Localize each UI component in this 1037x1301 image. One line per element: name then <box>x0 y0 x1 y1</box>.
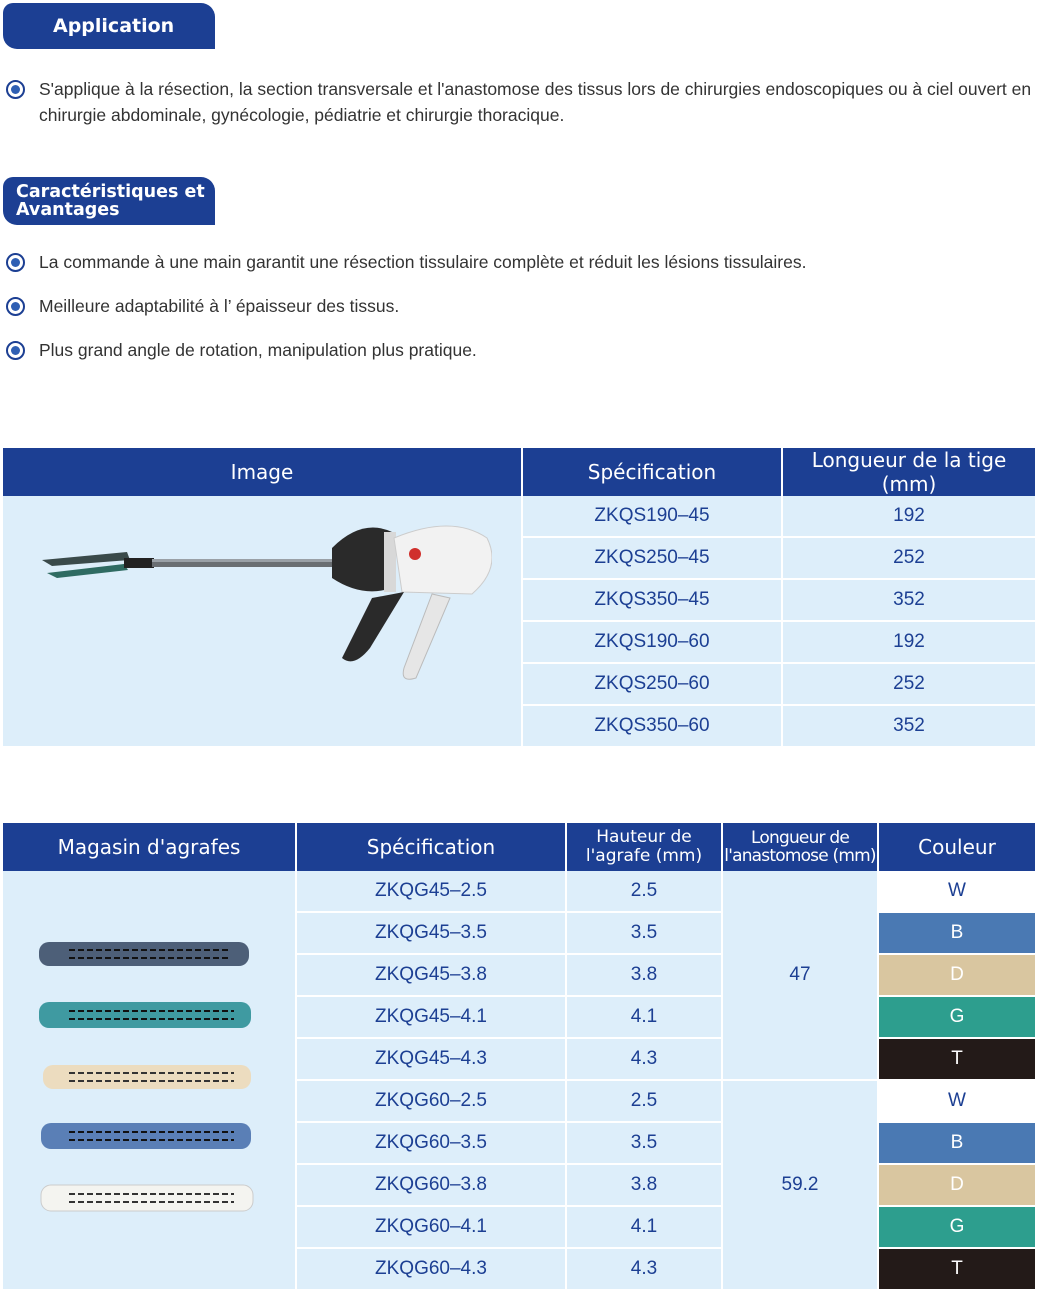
application-bullet <box>6 76 1033 128</box>
color-cell: D <box>879 1165 1035 1207</box>
height-cell: 3.8 <box>567 1165 723 1207</box>
color-cell: T <box>879 1249 1035 1291</box>
feature-text: Meilleure adaptabilité à l’ épaisseur des tissus. <box>39 296 400 316</box>
height-cell: 3.8 <box>567 955 723 997</box>
feature-text: Plus grand angle de rotation, manipulation plus pratique. <box>39 340 477 360</box>
spec-cell: ZKQS250–45 <box>523 538 783 580</box>
feature-bullet <box>6 337 1033 363</box>
height-cell: 4.3 <box>567 1249 723 1291</box>
header-height-line2: l'agrafe (mm) <box>585 846 703 866</box>
application-text: S'applique à la résection, la section transversale et l'anastomose des tissus lors de chirurgies endoscopiques ou à ciel ouvert en chirurgie abdominale, gynécologie, pédiatrie et chirurgie thoracique. <box>39 79 1032 125</box>
spec-cell: ZKQS350–60 <box>523 706 783 748</box>
header-length: Longueur de la tige (mm) <box>783 448 1035 496</box>
bullet-icon <box>6 253 25 272</box>
cartridge-blue <box>41 1123 251 1149</box>
header-height <box>567 823 723 871</box>
length-cell: 192 <box>783 622 1035 664</box>
spec-cell: ZKQG45–4.3 <box>297 1039 567 1081</box>
cartridges-illustration <box>29 927 269 1227</box>
height-cell: 4.1 <box>567 1207 723 1249</box>
header-image: Image <box>3 448 523 496</box>
application-heading: Application <box>3 3 215 49</box>
spec-cell: ZKQS190–45 <box>523 496 783 538</box>
length-cell: 192 <box>783 496 1035 538</box>
table-row <box>3 496 1035 538</box>
cartridge-beige <box>43 1065 251 1089</box>
height-cell: 2.5 <box>567 871 723 913</box>
spec-cell: ZKQG60–4.3 <box>297 1249 567 1291</box>
length-cell: 252 <box>783 664 1035 706</box>
anastomose-cell: 59.2 <box>723 1081 879 1291</box>
feature-text: La commande à une main garantit une résection tissulaire complète et réduit les lésions tissulaires. <box>39 252 807 272</box>
bullet-icon <box>6 341 25 360</box>
height-cell: 3.5 <box>567 913 723 955</box>
spec-cell: ZKQS350–45 <box>523 580 783 622</box>
color-cell: D <box>879 955 1035 997</box>
header-anast-line1: Longueur de <box>751 828 849 848</box>
header-color: Couleur <box>879 823 1035 871</box>
spec-cell: ZKQG60–2.5 <box>297 1081 567 1123</box>
spec-cell: ZKQG45–3.5 <box>297 913 567 955</box>
cartridge-green <box>39 1002 251 1028</box>
spec-cell: ZKQG60–3.5 <box>297 1123 567 1165</box>
bullet-icon <box>6 297 25 316</box>
color-cell: W <box>879 871 1035 913</box>
stapler-image <box>3 496 523 748</box>
length-cell: 352 <box>783 706 1035 748</box>
cartridge-blue-dark <box>39 942 249 966</box>
height-cell: 3.5 <box>567 1123 723 1165</box>
spec-cell: ZKQS250–60 <box>523 664 783 706</box>
length-cell: 352 <box>783 580 1035 622</box>
table-row <box>3 871 1035 913</box>
color-cell: G <box>879 1207 1035 1249</box>
header-height-line1: Hauteur de <box>596 827 692 847</box>
color-cell: B <box>879 1123 1035 1165</box>
header-spec: Spécification <box>297 823 567 871</box>
spec-cell: ZKQG45–4.1 <box>297 997 567 1039</box>
anastomose-cell: 47 <box>723 871 879 1081</box>
color-cell: T <box>879 1039 1035 1081</box>
spec-cell: ZKQG45–2.5 <box>297 871 567 913</box>
spec-cell: ZKQG60–4.1 <box>297 1207 567 1249</box>
color-cell: G <box>879 997 1035 1039</box>
color-cell: B <box>879 913 1035 955</box>
header-magasin: Magasin d'agrafes <box>3 823 297 871</box>
color-cell: W <box>879 1081 1035 1123</box>
feature-bullet <box>6 293 1033 319</box>
header-anast-line2: l'anastomose (mm) <box>724 846 876 866</box>
length-cell: 252 <box>783 538 1035 580</box>
features-heading-line1: Caractéristiques et <box>16 182 205 202</box>
feature-bullet <box>6 249 1033 275</box>
spec-cell: ZKQG45–3.8 <box>297 955 567 997</box>
height-cell: 4.1 <box>567 997 723 1039</box>
spec-cell: ZKQG60–3.8 <box>297 1165 567 1207</box>
spec-cell: ZKQS190–60 <box>523 622 783 664</box>
height-cell: 2.5 <box>567 1081 723 1123</box>
cartridge-image <box>3 871 297 1291</box>
header-spec: Spécification <box>523 448 783 496</box>
header-anastomose <box>723 823 879 871</box>
height-cell: 4.3 <box>567 1039 723 1081</box>
bullet-icon <box>6 80 25 99</box>
features-heading <box>3 177 215 225</box>
stapler-illustration <box>32 518 492 718</box>
cartridge-white <box>41 1185 253 1211</box>
stapler-spec-table <box>3 448 1035 748</box>
cartridge-spec-table <box>3 823 1035 1291</box>
features-heading-line2: Avantages <box>16 200 120 220</box>
